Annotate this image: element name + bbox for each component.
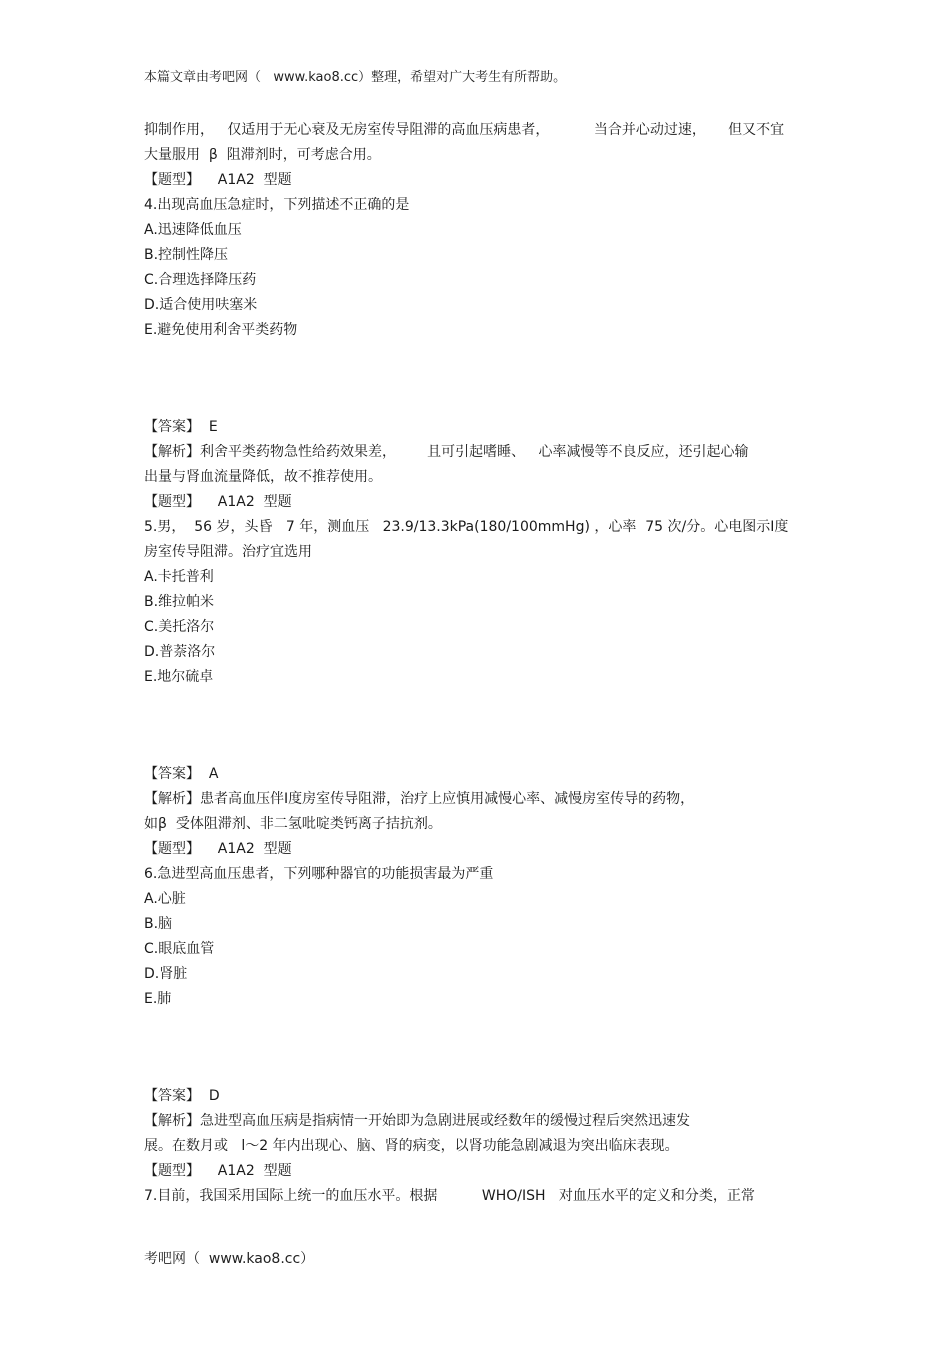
- option-a: A.卡托普利: [144, 569, 214, 585]
- question-stem: 4.出现高血压急症时，下列描述不正确的是: [144, 197, 410, 213]
- question-6: [144, 862, 824, 1184]
- question-7-stem: 7.目前，我国采用国际上统一的血压水平。根据 WHO/ISH 对血压水平的定义和分类，正常: [144, 1188, 755, 1204]
- intro-line: 抑制作用， 仅适用于无心衰及无房室传导阻滞的高血压病患者， 当合并心动过速， 但又不宜: [144, 122, 785, 138]
- option-d: D.适合使用呋塞米: [144, 297, 258, 313]
- question-type: 【题型】 A1A2 型题: [144, 494, 292, 510]
- question-5: [144, 515, 824, 862]
- option-d: D.普萘洛尔: [144, 644, 216, 660]
- intro-line: 大量服用 β 阻滞剂时，可考虑合用。: [144, 147, 381, 163]
- analysis-line: 【解析】患者高血压伴Ⅰ度房室传导阻滞，治疗上应慎用减慢心率、减慢房室传导的药物，: [144, 791, 695, 807]
- analysis-line: 出量与肾血流量降低，故不推荐使用。: [144, 469, 382, 485]
- question-stem: 6.急进型高血压患者，下列哪种器官的功能损害最为严重: [144, 866, 494, 882]
- intro-block: [144, 118, 824, 193]
- option-a: A.心脏: [144, 891, 186, 907]
- question-type: 【题型】 A1A2 型题: [144, 1163, 292, 1179]
- option-e: E.肺: [144, 991, 172, 1007]
- option-e: E.避免使用利舍平类药物: [144, 322, 298, 338]
- spacer: [144, 343, 824, 415]
- option-b: B.控制性降压: [144, 247, 229, 263]
- option-c: C.合理选择降压药: [144, 272, 257, 288]
- page-header: 本篇文章由考吧网（ www.kao8.cc）整理，希望对广大考生有所帮助。: [144, 70, 567, 85]
- page-content: [144, 118, 824, 1209]
- question-type: 【题型】 A1A2 型题: [144, 172, 292, 188]
- analysis-line: 【解析】急进型高血压病是指病情一开始即为急剧进展或经数年的缓慢过程后突然迅速发: [144, 1113, 690, 1129]
- spacer: [144, 1012, 824, 1084]
- question-type: 【题型】 A1A2 型题: [144, 841, 292, 857]
- answer: 【答案】 A: [144, 766, 219, 782]
- analysis-line: 【解析】利舍平类药物急性给药效果差， 且可引起嗜睡、 心率减慢等不良反应，还引起心输: [144, 444, 749, 460]
- question-stem: 5.男， 56 岁，头昏 7 年，测血压 23.9/13.3kPa(180/100mmHg) ，心率 75 次/分。心电图示Ⅰ度: [144, 519, 789, 535]
- option-e: E.地尔硫卓: [144, 669, 214, 685]
- page-footer: 考吧网（ www.kao8.cc）: [144, 1251, 315, 1267]
- answer: 【答案】 D: [144, 1088, 220, 1104]
- option-a: A.迅速降低血压: [144, 222, 242, 238]
- option-d: D.肾脏: [144, 966, 188, 982]
- option-c: C.眼底血管: [144, 941, 215, 957]
- question-stem: 房室传导阻滞。治疗宜选用: [144, 544, 312, 560]
- spacer: [144, 690, 824, 762]
- analysis-line: 如β 受体阻滞剂、非二氢吡啶类钙离子拮抗剂。: [144, 816, 442, 832]
- question-4: [144, 193, 824, 515]
- option-b: B.维拉帕米: [144, 594, 215, 610]
- analysis-line: 展。在数月或 l～2 年内出现心、脑、肾的病变，以肾功能急剧减退为突出临床表现。: [144, 1138, 679, 1154]
- option-c: C.美托洛尔: [144, 619, 215, 635]
- answer: 【答案】 E: [144, 419, 218, 435]
- option-b: B.脑: [144, 916, 173, 932]
